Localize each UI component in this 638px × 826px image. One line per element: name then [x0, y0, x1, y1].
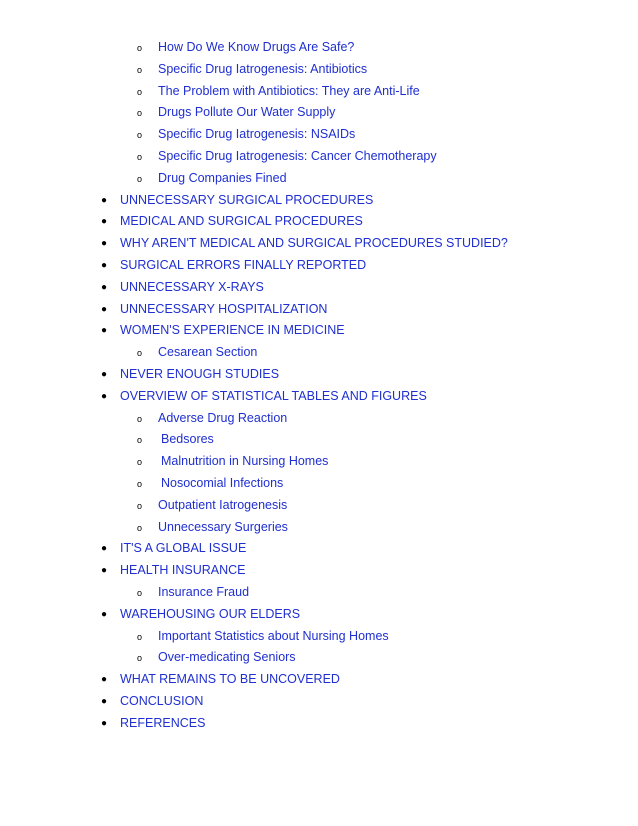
toc-section-link[interactable]: IT'S A GLOBAL ISSUE [120, 541, 247, 556]
toc-subsection-item [0, 124, 638, 146]
toc-subsection-link[interactable]: Cesarean Section [158, 345, 258, 360]
toc-subsection-item [0, 582, 638, 604]
bullet-circle-icon: o [137, 130, 143, 141]
toc-subsection-link[interactable]: Bedsores [161, 432, 214, 447]
toc-section-item [0, 255, 638, 277]
toc-subsection-item [0, 647, 638, 669]
toc-subsection-link[interactable]: Outpatient Iatrogenesis [158, 497, 288, 512]
toc-section-item [0, 299, 638, 321]
toc-section-link[interactable]: REFERENCES [120, 715, 206, 730]
toc-section-link[interactable]: WAREHOUSING OUR ELDERS [120, 606, 301, 621]
bullet-dot-icon: ● [101, 695, 108, 707]
toc-subsection-item [0, 342, 638, 364]
bullet-dot-icon: ● [101, 390, 108, 402]
toc-section-link[interactable]: OVERVIEW OF STATISTICAL TABLES AND FIGURES [120, 388, 427, 403]
toc-section-item [0, 713, 638, 735]
toc-section-link[interactable]: MEDICAL AND SURGICAL PROCEDURES [120, 214, 363, 229]
bullet-dot-icon: ● [101, 238, 108, 250]
toc-subsection-link[interactable]: Specific Drug Iatrogenesis: NSAIDs [158, 127, 356, 142]
toc-subsection-item [0, 495, 638, 517]
toc-subsection-link[interactable]: Unnecessary Surgeries [158, 519, 288, 534]
toc-subsection-item [0, 517, 638, 539]
bullet-dot-icon: ● [101, 325, 108, 337]
toc-subsection-link[interactable]: Drug Companies Fined [158, 170, 287, 185]
bullet-circle-icon: o [137, 631, 143, 642]
toc-section-item [0, 277, 638, 299]
toc-section-link[interactable]: NEVER ENOUGH STUDIES [120, 366, 280, 381]
bullet-circle-icon: o [137, 108, 143, 119]
bullet-dot-icon: ● [101, 717, 108, 729]
toc-subsection-item [0, 37, 638, 59]
bullet-circle-icon: o [137, 43, 143, 53]
table-of-contents [0, 37, 638, 735]
toc-subsection-item [0, 429, 638, 451]
toc-section-link[interactable]: HEALTH INSURANCE [120, 563, 246, 578]
toc-section-item [0, 604, 638, 626]
bullet-circle-icon: o [137, 478, 143, 489]
toc-subsection-item [0, 408, 638, 430]
bullet-dot-icon: ● [101, 303, 108, 315]
toc-section-item [0, 560, 638, 582]
toc-subsection-link[interactable]: Specific Drug Iatrogenesis: Antibiotics [158, 61, 368, 76]
toc-section-item [0, 386, 638, 408]
bullet-circle-icon: o [137, 86, 143, 97]
bullet-circle-icon: o [137, 522, 143, 533]
toc-subsection-link[interactable]: Drugs Pollute Our Water Supply [158, 105, 336, 120]
toc-section-link[interactable]: SURGICAL ERRORS FINALLY REPORTED [120, 257, 367, 272]
toc-section-item [0, 669, 638, 691]
toc-section-item [0, 691, 638, 713]
bullet-dot-icon: ● [101, 608, 108, 620]
toc-section-item [0, 364, 638, 386]
toc-section-link[interactable]: UNNECESSARY X-RAYS [120, 279, 264, 294]
toc-subsection-link[interactable]: How Do We Know Drugs Are Safe? [158, 40, 355, 54]
toc-section-link[interactable]: WHY AREN'T MEDICAL AND SURGICAL PROCEDURES STUDIED? [120, 236, 508, 251]
bullet-circle-icon: o [137, 435, 143, 446]
toc-section-item [0, 233, 638, 255]
toc-subsection-link[interactable]: Malnutrition in Nursing Homes [161, 454, 329, 469]
toc-section-link[interactable]: CONCLUSION [120, 693, 204, 708]
toc-section-link[interactable]: UNNECESSARY HOSPITALIZATION [120, 301, 328, 316]
bullet-circle-icon: o [137, 457, 143, 468]
bullet-circle-icon: o [137, 500, 143, 511]
bullet-circle-icon: o [137, 413, 143, 424]
bullet-circle-icon: o [137, 653, 143, 664]
toc-subsection-item [0, 59, 638, 81]
toc-section-link[interactable]: UNNECESSARY SURGICAL PROCEDURES [120, 192, 374, 207]
bullet-dot-icon: ● [101, 281, 108, 293]
bullet-dot-icon: ● [101, 216, 108, 228]
bullet-dot-icon: ● [101, 368, 108, 380]
toc-subsection-item [0, 451, 638, 473]
toc-subsection-link[interactable]: Important Statistics about Nursing Homes [158, 628, 389, 643]
toc-subsection-item [0, 168, 638, 190]
bullet-circle-icon: o [137, 348, 143, 359]
toc-subsection-link[interactable]: Nosocomial Infections [161, 475, 284, 490]
toc-section-item [0, 211, 638, 233]
bullet-dot-icon: ● [101, 565, 108, 577]
toc-section-link[interactable]: WOMEN'S EXPERIENCE IN MEDICINE [120, 323, 345, 338]
bullet-dot-icon: ● [101, 674, 108, 686]
toc-section-item [0, 320, 638, 342]
toc-subsection-link[interactable]: Insurance Fraud [158, 584, 250, 599]
toc-subsection-item [0, 102, 638, 124]
bullet-circle-icon: o [137, 151, 143, 162]
toc-section-item [0, 538, 638, 560]
toc-subsection-item [0, 81, 638, 103]
bullet-circle-icon: o [137, 587, 143, 598]
toc-section-item [0, 190, 638, 212]
bullet-dot-icon: ● [101, 194, 108, 206]
bullet-circle-icon: o [137, 173, 143, 184]
toc-subsection-item [0, 473, 638, 495]
toc-subsection-link[interactable]: Over-medicating Seniors [158, 650, 296, 665]
toc-subsection-link[interactable]: Adverse Drug Reaction [158, 410, 288, 425]
bullet-dot-icon: ● [101, 543, 108, 555]
toc-subsection-item [0, 626, 638, 648]
toc-section-link[interactable]: WHAT REMAINS TO BE UNCOVERED [120, 672, 340, 687]
toc-subsection-item [0, 146, 638, 168]
bullet-dot-icon: ● [101, 259, 108, 271]
bullet-circle-icon: o [137, 64, 143, 75]
toc-subsection-link[interactable]: The Problem with Antibiotics: They are Anti-Life [158, 83, 420, 98]
toc-subsection-link[interactable]: Specific Drug Iatrogenesis: Cancer Chemotherapy [158, 148, 437, 163]
